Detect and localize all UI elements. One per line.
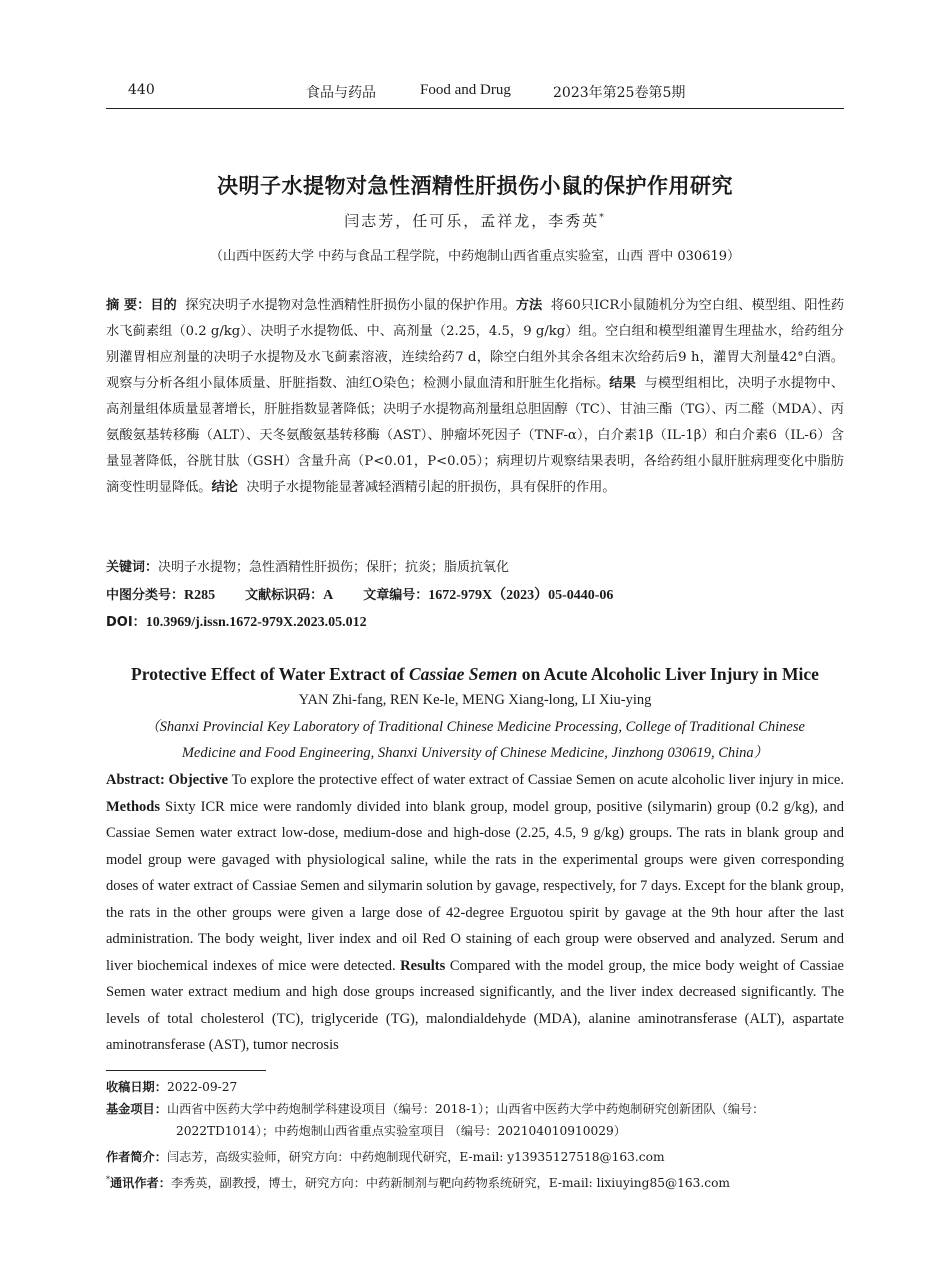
abstract-label-en: Abstract: (106, 772, 169, 788)
keywords-text: 决明子水提物；急性酒精性肝损伤；保肝；抗炎；脂质抗氧化 (158, 560, 510, 575)
footnote-author-bio (106, 1146, 844, 1168)
objective-label-cn: 目的 (150, 298, 177, 313)
abstract-cn (106, 293, 844, 501)
affiliation-cn: （山西中医药大学 中药与食品工程学院，中药炮制山西省重点实验室，山西 晋中 030619） (209, 249, 741, 264)
doi-label: DOI： (106, 615, 146, 630)
doc-code-value: A (323, 588, 334, 603)
corresponding-mark: * (599, 213, 606, 223)
affiliation-en-line2: Medicine and Food Engineering, Shanxi University of Chinese Medicine, Jinzhong 030619, China） (181, 745, 769, 761)
affiliation-en (106, 714, 844, 766)
article-title-en (106, 664, 844, 685)
doi-line (106, 611, 844, 631)
corr-value: 李秀英，副教授，博士，研究方向：中药新制剂与靶向药物系统研究，E-mail: lixiuying85@163.com (170, 1176, 730, 1191)
article-number-value: 1672-979X（2023）05-0440-06 (428, 588, 614, 603)
journal-issue: 2023年第25卷第5期 (553, 85, 686, 101)
footnote-received (106, 1076, 844, 1098)
page-number: 440 (128, 82, 155, 98)
objective-text-cn: 探究决明子水提物对急性酒精性肝损伤小鼠的保护作用。 (185, 298, 516, 313)
authors-en: YAN Zhi-fang, REN Ke-le, MENG Xiang-long, LI Xiu-ying (298, 692, 652, 708)
running-header (106, 80, 844, 109)
fund-line1: 山西省中医药大学中药炮制学科建设项目（编号：2018-1）；山西省中医药大学中药炮制研究创新团队（编号： (166, 1102, 765, 1116)
article-title-cn: 决明子水提物对急性酒精性肝损伤小鼠的保护作用研究 (217, 174, 733, 198)
title-en-post: on Acute Alcoholic Liver Injury in Mice (517, 664, 819, 684)
doi-value: 10.3969/j.issn.1672-979X.2023.05.012 (145, 615, 367, 630)
received-label: 收稿日期： (106, 1080, 167, 1094)
abstract-label-cn: 摘 要： (106, 298, 151, 313)
footnote-corresponding (106, 1169, 844, 1194)
article-number-label: 文章编号： (363, 588, 429, 603)
fund-line2: 2022TD1014）；中药炮制山西省重点实验室项目 （编号：202104010910029） (176, 1124, 626, 1138)
methods-label-cn: 方法 (515, 298, 543, 313)
affiliation-en-line1: （Shanxi Provincial Key Laboratory of Traditional Chinese Medicine Processing, College of Traditional Chinese (145, 719, 805, 735)
author-names-cn: 闫志芳，任可乐，孟祥龙，李秀英 (344, 212, 600, 230)
results-text-en: Compared with the model group, the mice body weight of Cassiae Semen water extract medium and high dose groups increased significantly, and the liver index decreased significantly. The levels of total cholesterol (TC), triglyceride (TG), malondialdehyde (MDA), alanine aminotransferase (ALT), aspartate aminotransferase (AST), tumor necrosis (106, 957, 844, 1053)
methods-text-cn: 将60只ICR小鼠随机分为空白组、模型组、阳性药水飞蓟素组（0.2 g/kg）、决明子水提物低、中、高剂量（2.25，4.5，9 g/kg）组。空白组和模型组灌胃生理盐水，给药组分别灌胃相应剂量的决明子水提物及水飞蓟素溶液，连续给药7 d，除空白组外其余各组末次给药后9 h，灌胃大剂量42°白酒。观察与分析各组小鼠体质量、肝脏指数、油红O染色；检测小鼠血清和肝脏生化指标。 (106, 298, 845, 391)
results-label-cn: 结果 (609, 376, 636, 391)
methods-text-en: Sixty ICR mice were randomly divided into blank group, model group, positive (silymarin) group (0.2 g/kg), and Cassiae Semen water extract low-dose, medium-dose and high-dose (2.25, 4.5, 9 g/kg) groups. The rats in blank group and model group were gavaged with physiological saline, while the rats in the experimental groups were given corresponding doses of water extract of Cassiae Semen and silymarin solution by gavage, respectively, for 7 days. Except for the blank group, the rats in the other groups were given a large dose of 42-degree Erguotou spirit by gavage at the 9th hour after the last administration. The body weight, liver index and oil Red O staining of each group were observed and analyzed. Serum and liver biochemical indexes of mice were detected. (106, 798, 844, 974)
keywords-label: 关键词： (106, 560, 159, 575)
journal-name-cn: 食品与药品 (306, 85, 376, 101)
corr-label: 通讯作者： (110, 1176, 171, 1191)
footnote-divider (106, 1070, 266, 1071)
doc-code-label: 文献标识码： (245, 588, 324, 603)
results-text-cn: 与模型组相比，决明子水提物中、高剂量组体质量显著增长，肝脏指数显著降低；决明子水提物高剂量组总胆固醇（TC）、甘油三酯（TG）、丙二醛（MDA）、丙氨酸氨基转移酶（ALT）、天冬氨酸氨基转移酶（AST）、肿瘤坏死因子（TNF-α），白介素1β（IL-1β）和白介素6（IL-6）含量显著降低，谷胱甘肽（GSH）含量升高（P<0.01，P<0.05）；病理切片观察结果表明，各给药组小鼠肝脏病理变化中脂肪滴变性明显降低。 (106, 376, 845, 495)
objective-label-en: Objective (168, 772, 229, 788)
classification-line (106, 584, 844, 604)
title-en-pre: Protective Effect of Water Extract of (131, 664, 409, 684)
clc-value: R285 (184, 588, 216, 603)
objective-text-en: To explore the protective effect of water extract of Cassiae Semen on acute alcoholic liver injury in mice. (228, 772, 844, 788)
keywords-line (106, 556, 844, 575)
footnote-fund (106, 1098, 844, 1142)
fund-label: 基金项目： (106, 1102, 167, 1116)
author-bio-value: 闫志芳，高级实验师，研究方向：中药炮制现代研究，E-mail: y13935127518@163.com (166, 1150, 665, 1164)
conclusion-text-cn: 决明子水提物能显著减轻酒精引起的肝损伤，具有保肝的作用。 (246, 480, 616, 495)
received-value: 2022-09-27 (166, 1080, 238, 1094)
corr-mark: * (106, 1175, 110, 1184)
title-en-italic: Cassiae Semen (408, 664, 518, 684)
results-label-en: Results (400, 957, 446, 974)
conclusion-label-cn: 结论 (211, 480, 238, 495)
clc-label: 中图分类号： (106, 588, 185, 603)
journal-name-en: Food and Drug (420, 82, 511, 98)
methods-label-en: Methods (106, 798, 160, 815)
abstract-en (106, 767, 844, 1059)
authors-cn (106, 210, 844, 231)
author-bio-label: 作者简介： (106, 1150, 167, 1164)
